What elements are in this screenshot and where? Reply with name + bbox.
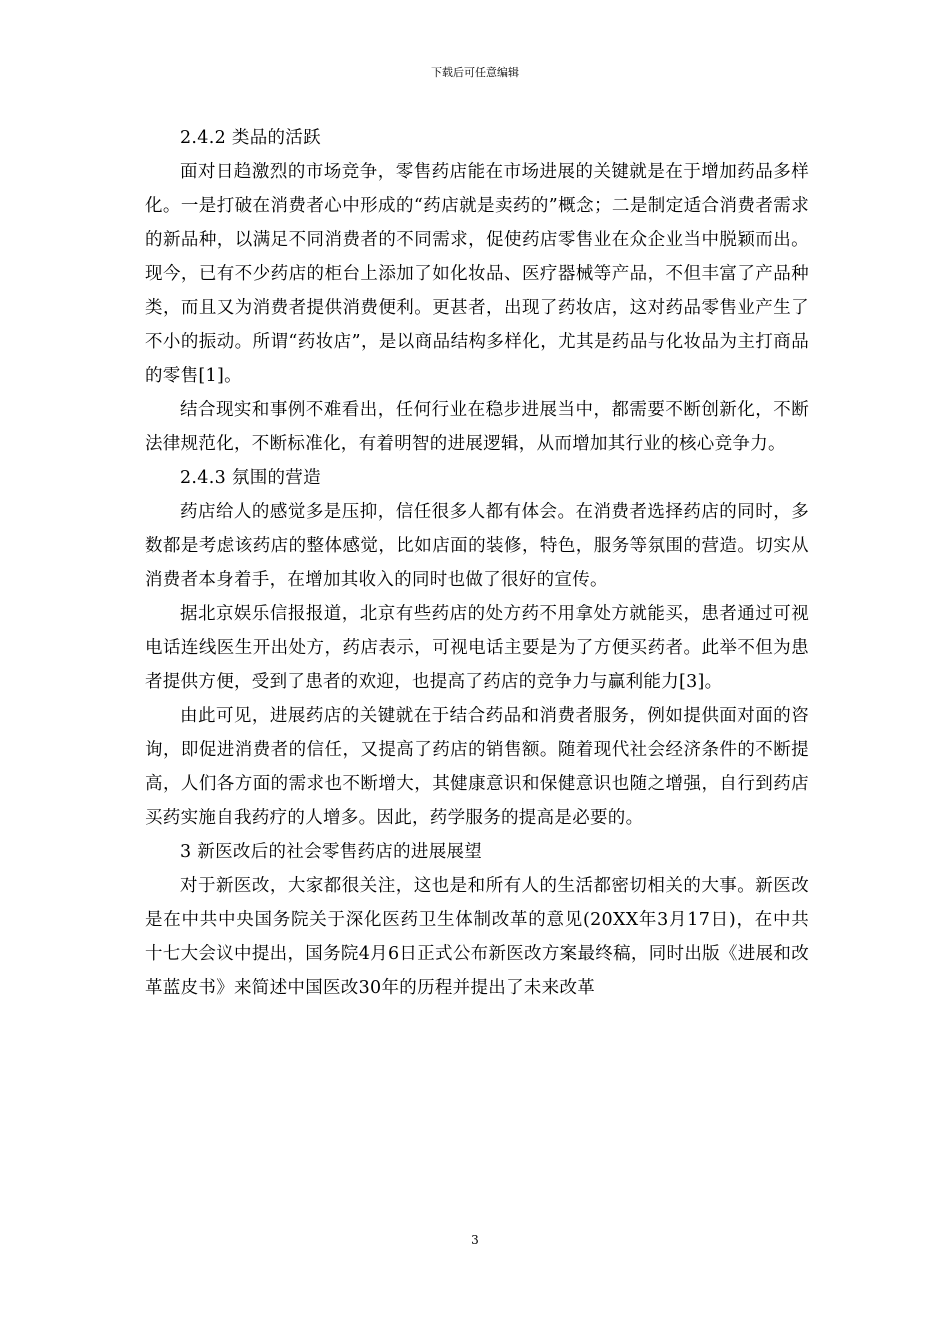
- paragraph: 药店给人的感觉多是压抑，信任很多人都有体会。在消费者选择药店的同时，多数都是考虑该药店的整体感觉，比如店面的装修，特色，服务等氛围的营造。切实从消费者本身着手，在增加其收入的同时也做了很好的宣传。: [145, 502, 809, 590]
- paragraph: 由此可见，进展药店的关键就在于结合药品和消费者服务，例如提供面对面的咨询，即促进消费者的信任，又提高了药店的销售额。随着现代社会经济条件的不断提高，人们各方面的需求也不断增大，其健康意识和保健意识也随之增强，自行到药店买药实施自我药疗的人增多。因此，药学服务的提高是必要的。: [145, 706, 809, 828]
- paragraph: 对于新医改，大家都很关注，这也是和所有人的生活都密切相关的大事。新医改是在中共中央国务院关于深化医药卫生体制改革的意见(20XX年3月17日)，在中共十七大会议中提出，国务院4月6日正式公布新医改方案最终稿，同时出版《进展和改革蓝皮书》来简述中国医改30年的历程并提出了未来改革: [145, 876, 809, 998]
- section-heading: 3 新医改后的社会零售药店的进展展望: [180, 842, 483, 862]
- section-heading: 2.4.2 类品的活跃: [180, 128, 321, 148]
- paragraph: 面对日趋激烈的市场竞争，零售药店能在市场进展的关键就是在于增加药品多样化。一是打破在消费者心中形成的“药店就是卖药的”概念；二是制定适合消费者需求的新品种，以满足不同消费者的不同需求，促使药店零售业在众企业当中脱颖而出。现今，已有不少药店的柜台上添加了如化妆品、医疗器械等产品，不但丰富了产品种类，而且又为消费者提供消费便利。更甚者，出现了药妆店，这对药品零售业产生了不小的振动。所谓“药妆店”，是以商品结构多样化，尤其是药品与化妆品为主打商品的零售[1]。: [145, 162, 809, 386]
- paragraph: 据北京娱乐信报报道，北京有些药店的处方药不用拿处方就能买，患者通过可视电话连线医生开出处方，药店表示，可视电话主要是为了方便买药者。此举不但为患者提供方便，受到了患者的欢迎，也提高了药店的竞争力与赢利能力[3]。: [145, 604, 809, 692]
- section-heading: 2.4.3 氛围的营造: [180, 468, 321, 488]
- page-header: 下载后可任意编辑: [431, 66, 519, 79]
- paragraph: 结合现实和事例不难看出，任何行业在稳步进展当中，都需要不断创新化，不断法律规范化，不断标准化，有着明智的进展逻辑，从而增加其行业的核心竞争力。: [145, 400, 809, 454]
- document-body: [145, 121, 809, 1005]
- page-number: 3: [471, 1233, 479, 1247]
